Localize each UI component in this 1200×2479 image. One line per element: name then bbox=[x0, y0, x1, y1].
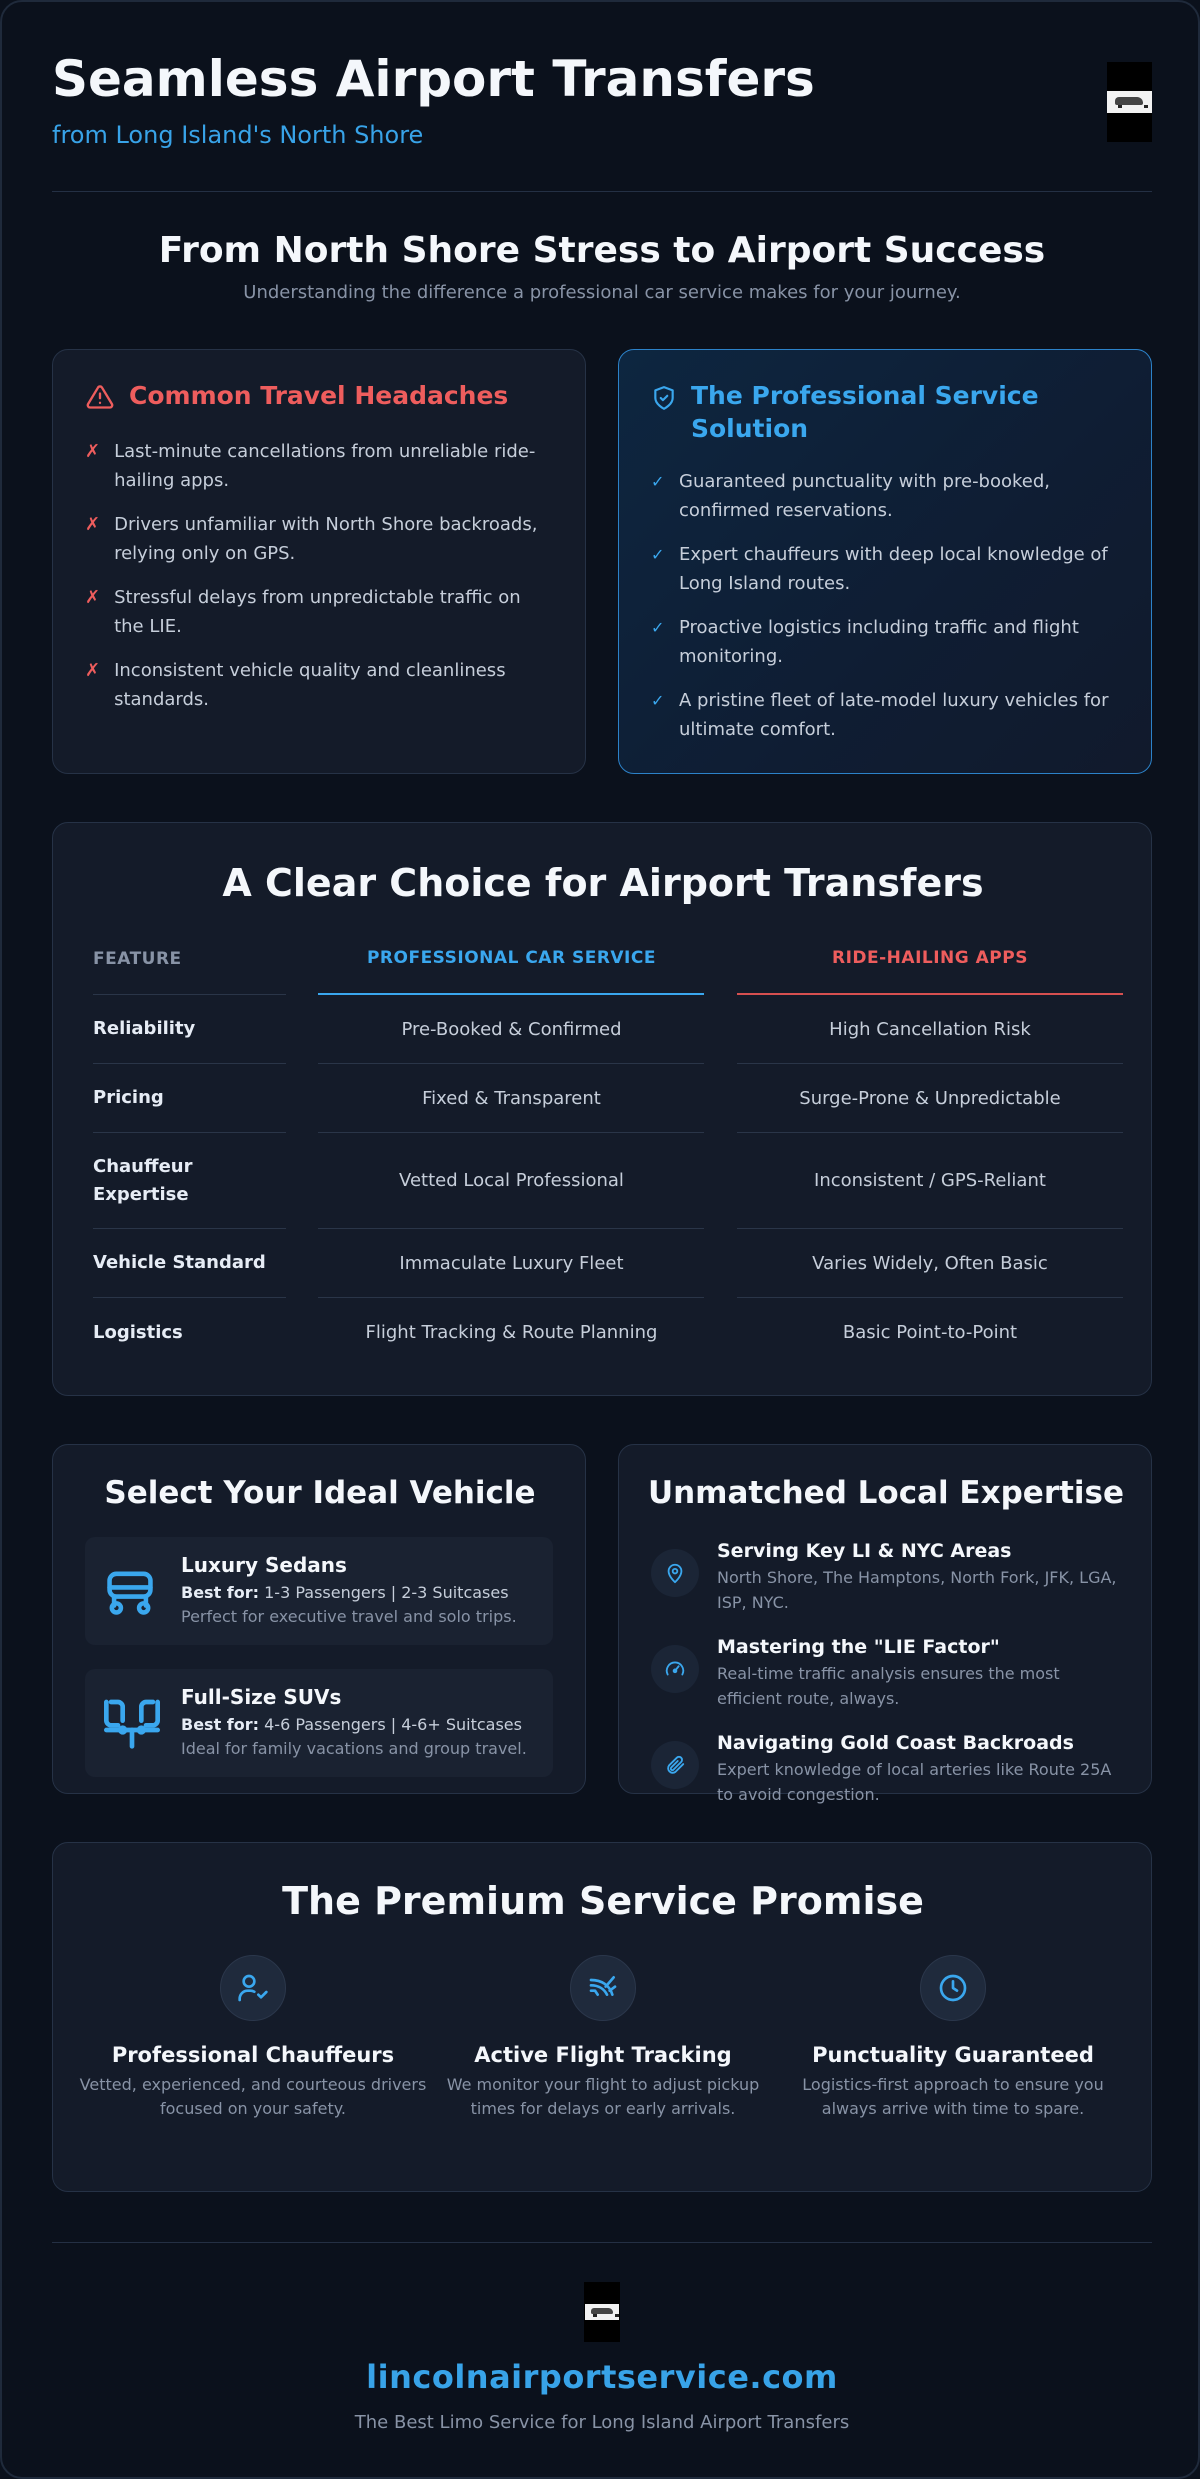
headaches-heading bbox=[85, 380, 508, 413]
gauge-icon bbox=[651, 1645, 699, 1693]
rideshare-header: RIDE-HAILING APPS bbox=[737, 923, 1123, 995]
group-icon bbox=[101, 1695, 163, 1755]
table-header-row bbox=[93, 923, 1123, 995]
vehicle-name: Luxury Sedans bbox=[181, 1553, 347, 1577]
headaches-title: Common Travel Headaches bbox=[129, 381, 509, 410]
check-icon: ✓ bbox=[651, 472, 665, 491]
list-item: ✓ Expert chauffeurs with deep local knowledge of Long Island routes. bbox=[651, 540, 1119, 598]
comparison-table bbox=[93, 923, 1123, 1367]
table-row: Reliability Pre-Booked & Confirmed High Cancellation Risk bbox=[93, 995, 1123, 1064]
check-icon: ✓ bbox=[651, 618, 665, 637]
footer-logo bbox=[584, 2282, 620, 2342]
list-item: ✓ Guaranteed punctuality with pre-booked, confirmed reservations. bbox=[651, 467, 1119, 525]
list-item: ✓ Proactive logistics including traffic and flight monitoring. bbox=[651, 613, 1119, 671]
vehicle-description: Perfect for executive travel and solo trips. bbox=[181, 1607, 517, 1626]
expertise-title: Unmatched Local Expertise bbox=[647, 1475, 1125, 1511]
shield-check-icon bbox=[651, 383, 677, 413]
expertise-item: Mastering the "LIE Factor" Real-time traffic analysis ensures the most efficient route, always. bbox=[651, 1633, 1121, 1711]
vehicle-description: Ideal for family vacations and group travel. bbox=[181, 1739, 527, 1758]
cross-icon: ✗ bbox=[85, 587, 101, 608]
cross-icon: ✗ bbox=[85, 514, 101, 535]
check-icon: ✓ bbox=[651, 545, 665, 564]
list-item: ✗ Last-minute cancellations from unreliable ride-hailing apps. bbox=[85, 437, 553, 495]
professional-header: PROFESSIONAL CAR SERVICE bbox=[318, 923, 704, 995]
footer-tagline: The Best Limo Service for Long Island Airport Transfers bbox=[354, 2412, 850, 2433]
limo-icon bbox=[1107, 91, 1152, 113]
expertise-item: Serving Key LI & NYC Areas North Shore, The Hamptons, North Fork, JFK, LGA, ISP, NYC. bbox=[651, 1537, 1121, 1615]
table-row: Chauffeur Expertise Vetted Local Professional Inconsistent / GPS-Reliant bbox=[93, 1133, 1123, 1229]
footer-divider bbox=[52, 2242, 1152, 2243]
map-pin-icon bbox=[651, 1549, 699, 1597]
intro-subtitle: Understanding the difference a professional car service makes for your journey. bbox=[243, 282, 961, 303]
vehicles-card bbox=[52, 1444, 586, 1794]
car-icon bbox=[101, 1567, 159, 1621]
cross-icon: ✗ bbox=[85, 660, 101, 681]
table-row: Vehicle Standard Immaculate Luxury Fleet Varies Widely, Often Basic bbox=[93, 1229, 1123, 1298]
user-check-icon bbox=[220, 1955, 286, 2021]
vehicle-name: Full-Size SUVs bbox=[181, 1685, 342, 1709]
intro-title: From North Shore Stress to Airport Success bbox=[158, 230, 1046, 271]
promise-item: Active Flight Tracking We monitor your flight to adjust pickup times for delays or early arrivals. bbox=[428, 1955, 778, 2121]
headaches-list bbox=[85, 437, 553, 729]
plane-icon bbox=[570, 1955, 636, 2021]
list-item: ✓ A pristine fleet of late-model luxury vehicles for ultimate comfort. bbox=[651, 686, 1119, 744]
cross-icon: ✗ bbox=[85, 441, 101, 462]
vehicle-option-sedan[interactable] bbox=[85, 1537, 553, 1645]
check-icon: ✓ bbox=[651, 691, 665, 710]
limo-icon bbox=[585, 2304, 619, 2320]
vehicle-option-suv[interactable] bbox=[85, 1669, 553, 1777]
solution-card bbox=[618, 349, 1152, 774]
expertise-card bbox=[618, 1444, 1152, 1804]
vehicle-capacity: Best for: 4-6 Passengers | 4-6+ Suitcases bbox=[181, 1715, 522, 1734]
feature-header: FEATURE bbox=[93, 923, 286, 995]
solution-title: The Professional Service Solution bbox=[691, 381, 1039, 443]
promise-item: Professional Chauffeurs Vetted, experienced, and courteous drivers focused on your safety. bbox=[78, 1955, 428, 2121]
website-link[interactable]: lincolnairportservice.com bbox=[366, 2358, 838, 2396]
logo bbox=[1107, 62, 1152, 142]
page-title: Seamless Airport Transfers bbox=[52, 50, 815, 108]
warning-icon bbox=[85, 383, 115, 411]
promise-item: Punctuality Guaranteed Logistics-first approach to ensure you always arrive with time to spare. bbox=[778, 1955, 1128, 2121]
header bbox=[52, 52, 1152, 192]
table-row: Logistics Flight Tracking & Route Planning Basic Point-to-Point bbox=[93, 1321, 1018, 1343]
headaches-card bbox=[52, 349, 586, 774]
promise-card bbox=[52, 1842, 1152, 2192]
vehicles-title: Select Your Ideal Vehicle bbox=[104, 1475, 536, 1511]
route-icon bbox=[651, 1741, 699, 1789]
promise-title: The Premium Service Promise bbox=[282, 1879, 924, 1923]
table-row: Pricing Fixed & Transparent Surge-Prone & Unpredictable bbox=[93, 1064, 1123, 1133]
page-subtitle: from Long Island's North Shore bbox=[52, 121, 424, 149]
list-item: ✗ Drivers unfamiliar with North Shore backroads, relying only on GPS. bbox=[85, 510, 553, 568]
comparison-title: A Clear Choice for Airport Transfers bbox=[222, 861, 984, 905]
list-item: ✗ Stressful delays from unpredictable traffic on the LIE. bbox=[85, 583, 553, 641]
solution-list bbox=[651, 467, 1119, 759]
clock-icon bbox=[920, 1955, 986, 2021]
vehicle-capacity: Best for: 1-3 Passengers | 2-3 Suitcases bbox=[181, 1583, 509, 1602]
expertise-item: Navigating Gold Coast Backroads Expert knowledge of local arteries like Route 25A to avoid congestion. bbox=[651, 1729, 1121, 1807]
solution-heading bbox=[651, 380, 1111, 445]
list-item: ✗ Inconsistent vehicle quality and cleanliness standards. bbox=[85, 656, 553, 714]
comparison-card bbox=[52, 822, 1152, 1396]
